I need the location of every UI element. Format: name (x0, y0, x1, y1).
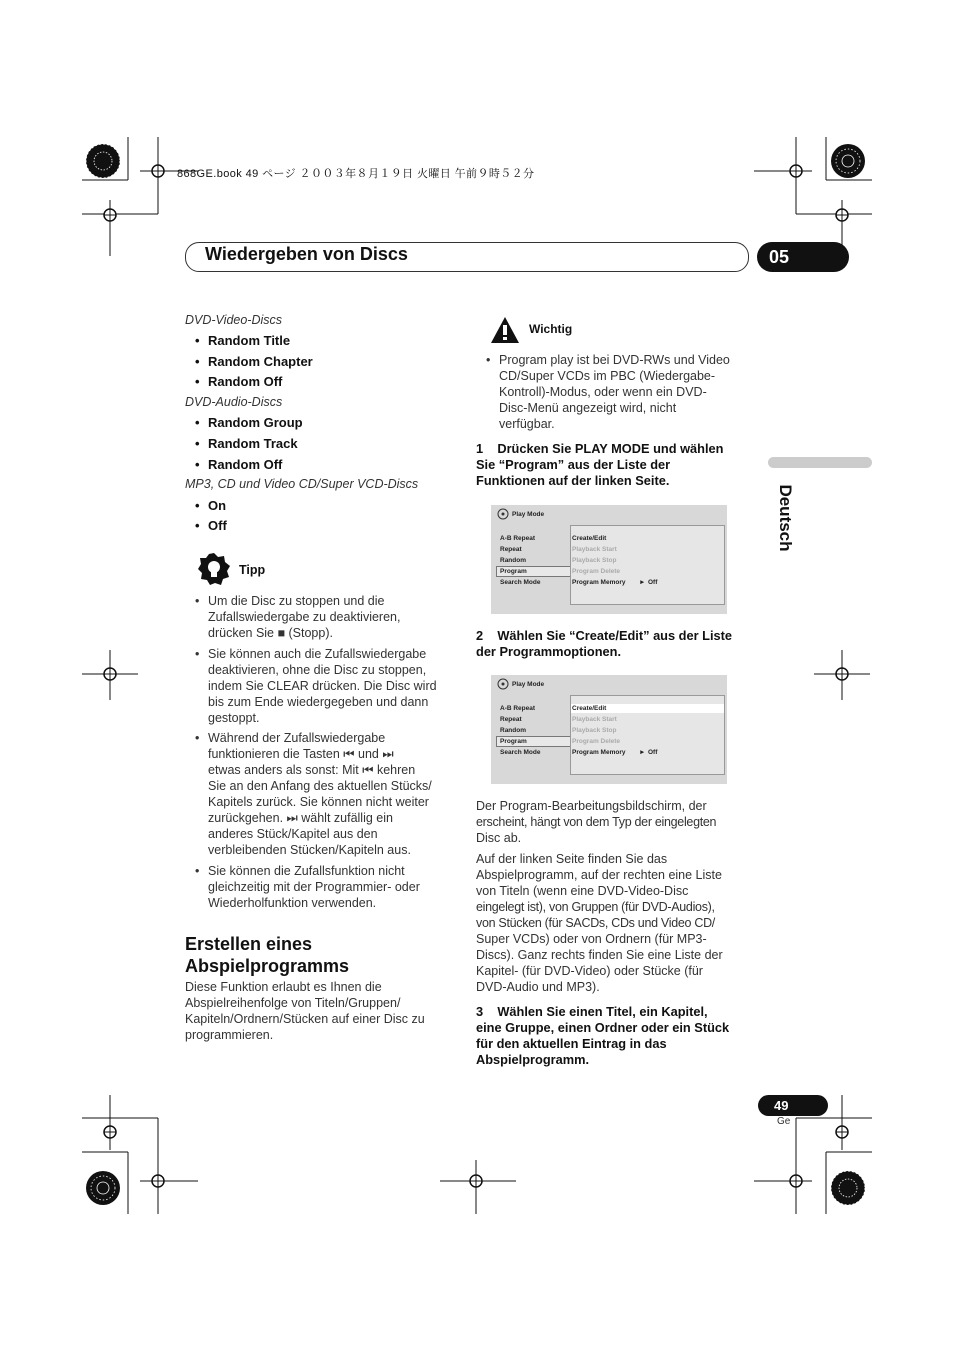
menu-item: Program (500, 738, 527, 745)
option-create-edit: Create/Edit (572, 535, 607, 542)
step-line: 1 Drücken Sie PLAY MODE und wählen (476, 441, 724, 456)
menu-item: Search Mode (500, 579, 541, 586)
menu-item: Repeat (500, 716, 522, 723)
option-playback-stop: Playback Stop (572, 557, 617, 564)
menu-item: Program (500, 568, 527, 575)
tip-label: Tipp (239, 563, 266, 577)
disc-icon (496, 508, 510, 520)
important-line: Disc-Menü angezeigt wird, nicht (499, 401, 677, 415)
tip-line: bis zum Ende wiedergegeben und dann (208, 695, 429, 709)
body-line: programmieren. (185, 1028, 274, 1042)
tip-line: • Sie können die Zufallsfunktion nicht (208, 864, 405, 878)
option-item: • Random Title (208, 333, 290, 348)
option-item: • On (208, 498, 226, 513)
step-line: für den aktuellen Eintrag in das (476, 1036, 667, 1051)
screen-title: Play Mode (512, 511, 545, 518)
tip-item (208, 593, 458, 641)
important-label: Wichtig (529, 322, 573, 336)
tip-line: anderes Stück/Kapitel aus den (208, 827, 378, 841)
page-title: Wiedergeben von Discs (205, 244, 408, 264)
option-program-memory: Program Memory (572, 749, 626, 756)
option-create-edit: Create/Edit (572, 705, 607, 712)
play-mode-screen-1 (491, 505, 727, 614)
disc-icon (496, 678, 510, 690)
important-line: Kontroll)-Modus, oder wenn ein DVD- (499, 385, 707, 399)
tip-line: funktionieren die Tasten ⏮ und ⏭ (208, 747, 394, 761)
option-playback-start: Playback Start (572, 716, 617, 723)
para-line: Discs). Ganz rechts finden Sie eine Liste der (476, 948, 723, 962)
section-heading (185, 933, 349, 977)
category-label: DVD-Audio-Discs (185, 395, 283, 409)
body-line: Abspielreihenfolge von Titeln/Gruppen/ (185, 996, 401, 1010)
tip-line: • Sie können auch die Zufallswiedergabe (208, 647, 427, 661)
tip-line: deaktivieren, ohne die Disc zu stoppen, (208, 663, 427, 677)
important-text (499, 352, 749, 432)
para-line: von Titeln (wenn eine DVD-Video-Disc (476, 884, 689, 898)
warning-icon (490, 316, 520, 344)
tip-line: Wiederholfunktion verwenden. (208, 896, 377, 910)
paragraph-2 (476, 851, 751, 995)
important-line: verfügbar. (499, 417, 555, 431)
tip-line: indem Sie CLEAR drücken. Die Disc wird (208, 679, 437, 693)
paragraph-1 (476, 798, 751, 846)
step-line: Sie “Program” aus der Liste der (476, 457, 671, 472)
category-label: DVD-Video-Discs (185, 313, 283, 327)
language-label: Deutsch (776, 484, 795, 552)
lightbulb-icon (198, 553, 230, 585)
para-line: eingelegt ist), von Gruppen (für DVD-Audios), (476, 900, 715, 914)
para-line: Disc ab. (476, 831, 522, 845)
menu-item: Search Mode (500, 749, 541, 756)
language-tab-bar (768, 457, 872, 468)
important-line: CD/Super VCDs im PBC (Wiedergabe- (499, 369, 716, 383)
tip-line: etwas anders als sonst: Mit ⏮ kehren (208, 763, 416, 777)
play-mode-screen-2 (491, 675, 727, 784)
right-arrow-icon: ► (639, 579, 646, 586)
menu-item: Random (500, 557, 526, 564)
memory-value: Off (648, 749, 658, 756)
para-line: DVD-Audio und MP3). (476, 980, 600, 994)
section-body (185, 979, 455, 1043)
language-code: Ge (777, 1116, 791, 1127)
body-line: Kapiteln/Ordnern/Stücken auf einer Disc zu (185, 1012, 425, 1026)
para-line: Abspielprogramm, auf der rechten eine Liste (476, 868, 722, 882)
category-label: MP3, CD und Video CD/Super VCD-Discs (185, 477, 419, 491)
step-1 (476, 441, 746, 489)
tip-line: Zufallswiedergabe zu deaktivieren, (208, 610, 401, 624)
step-line: Funktionen auf der linken Seite. (476, 473, 670, 488)
tip-line: • Während der Zufallswiedergabe (208, 731, 386, 745)
menu-item: A-B Repeat (500, 705, 536, 712)
option-item: • Random Off (208, 374, 282, 389)
tip-item (208, 646, 458, 726)
option-program-delete: Program Delete (572, 568, 621, 575)
para-line: Auf der linken Seite finden Sie das (476, 852, 668, 866)
heading-line: Erstellen eines (185, 934, 313, 954)
step-line: Abspielprogramm. (476, 1052, 590, 1067)
step-3 (476, 1004, 751, 1068)
para-line: Super VCDs) oder von Ordnern (für MP3- (476, 932, 707, 946)
option-item: • Random Track (208, 436, 298, 451)
option-program-delete: Program Delete (572, 738, 621, 745)
tip-line: Kapitels zurück. Sie können nicht weiter (208, 795, 429, 809)
para-line: Kapitel- (für DVD-Video) oder Stücke (für (476, 964, 703, 978)
step-line: der Programmoptionen. (476, 644, 622, 659)
option-program-memory: Program Memory (572, 579, 626, 586)
memory-value: Off (648, 579, 658, 586)
important-line: • Program play ist bei DVD-RWs und Video (499, 353, 730, 367)
print-header: 868GE.book 49 ページ ２００３年８月１９日 火曜日 午前９時５２分 (177, 168, 535, 180)
tip-line: zurückgehen. ⏭ wählt zufällig ein (208, 811, 393, 825)
step-line: 2 Wählen Sie “Create/Edit” aus der Liste (476, 628, 733, 643)
language-tab (770, 478, 800, 558)
menu-item: Repeat (500, 546, 522, 553)
option-item: • Random Off (208, 457, 282, 472)
tip-line: drücken Sie ■ (Stopp). (208, 626, 333, 640)
right-arrow-icon: ► (639, 749, 646, 756)
tip-line: verbleibenden Stücken/Kapiteln aus. (208, 843, 411, 857)
para-line: erscheint, hängt von dem Typ der eingelegten (476, 815, 717, 829)
tip-line: gleichzeitig mit der Programmier- oder (208, 880, 420, 894)
page-number: 49 (758, 1095, 828, 1116)
tip-line: gestoppt. (208, 711, 260, 725)
tip-line: Sie an den Anfang des aktuellen Stücks/ (208, 779, 432, 793)
chapter-badge: 05 (757, 242, 849, 272)
option-item: • Random Chapter (208, 354, 313, 369)
tip-line: • Um die Disc zu stoppen und die (208, 594, 385, 608)
option-item: • Off (208, 518, 227, 533)
body-line: Diese Funktion erlaubt es Ihnen die (185, 980, 382, 994)
step-line: eine Gruppe, einen Ordner oder ein Stück (476, 1020, 730, 1035)
tip-item (208, 863, 458, 911)
para-line: von Stücken (für SACDs, CDs und Video CD/ (476, 916, 715, 930)
option-item: • Random Group (208, 415, 303, 430)
menu-item: Random (500, 727, 526, 734)
menu-item: A-B Repeat (500, 535, 536, 542)
screen-title: Play Mode (512, 681, 545, 688)
para-line: Der Program-Bearbeitungsbildschirm, der (476, 799, 707, 813)
heading-line: Abspielprogramms (185, 956, 350, 976)
step-line: 3 Wählen Sie einen Titel, ein Kapitel, (476, 1004, 708, 1019)
option-playback-start: Playback Start (572, 546, 617, 553)
option-playback-stop: Playback Stop (572, 727, 617, 734)
tip-item (208, 730, 458, 858)
step-2 (476, 628, 746, 660)
